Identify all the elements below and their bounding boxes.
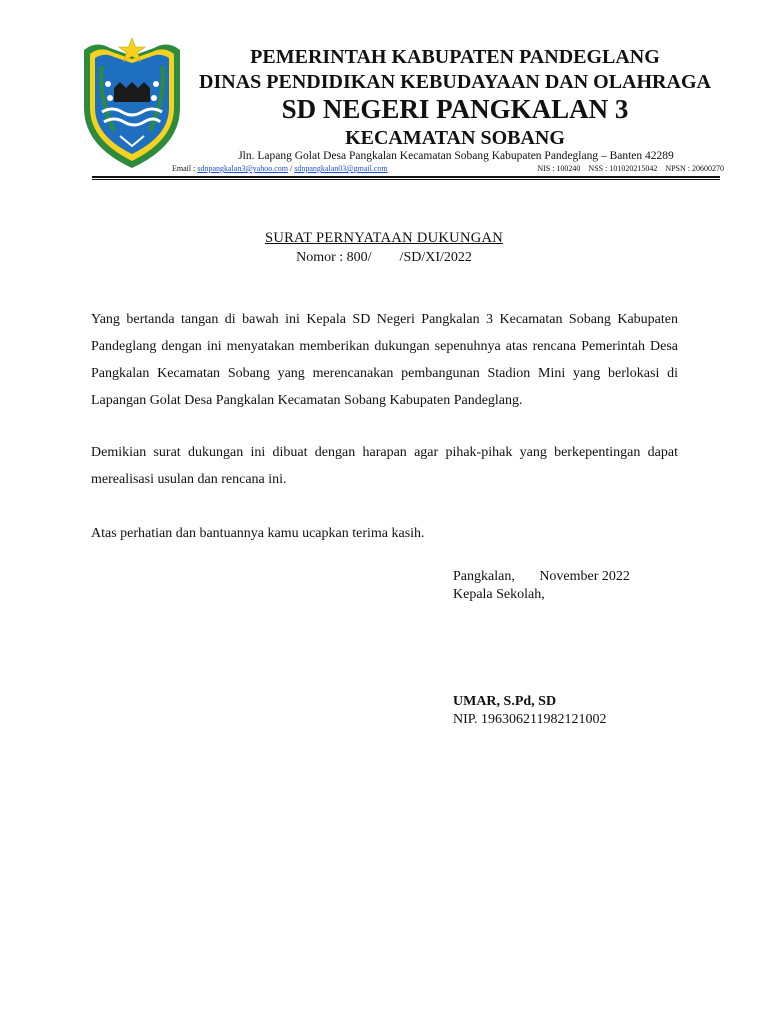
signature-place-date: Pangkalan, November 2022 <box>453 569 630 584</box>
email-link-gmail[interactable]: sdnpangkalan03@gmail.com <box>294 164 388 173</box>
letter-title <box>0 230 768 247</box>
header-divider-thin <box>92 179 720 180</box>
header-district: KECAMATAN SOBANG <box>345 127 565 149</box>
signature-name: UMAR, S.Pd, SD <box>453 694 557 709</box>
header-address: Jln. Lapang Golat Desa Pangkalan Kecamatan Sobang Kabupaten Pandeglang – Banten 42289 <box>238 150 674 162</box>
body-paragraph-2: Demikian surat dukungan ini dibuat dengan harapan agar pihak-pihak yang berkepentingan dapat merealisasi usulan dan rencana ini. <box>91 445 678 487</box>
body-paragraph-1: Yang bertanda tangan di bawah ini Kepala SD Negeri Pangkalan 3 Kecamatan Sobang Kabupaten Pandeglang dengan ini menyatakan memberikan dukungan sepenuhnya atas rencana Pemerintah Desa Pangkalan Kecamatan Sobang yang merencanakan pembangunan Stadion Mini yang berlokasi di Lapangan Golat Desa Pangkalan Kecamatan Sobang Kabupaten Pandeglang. <box>91 312 678 408</box>
header-department: DINAS PENDIDIKAN KEBUDAYAAN DAN OLAHRAGA <box>199 71 711 93</box>
email-link-yahoo[interactable]: sdnpangkalan3@yahoo.com <box>197 164 289 173</box>
header-divider-thick <box>92 176 720 178</box>
header-contact-row <box>172 164 724 176</box>
email-label: Email : <box>172 164 196 173</box>
emblem-icon <box>80 36 184 171</box>
contact-emails <box>172 164 388 173</box>
signature-position: Kepala Sekolah, <box>453 587 545 602</box>
school-ids: NIS : 100240 NSS : 101020215042 NPSN : 20600270 <box>537 164 724 173</box>
email-separator: / <box>290 164 293 173</box>
letter-number: Nomor : 800/ /SD/XI/2022 <box>296 250 472 265</box>
body-paragraph-3: Atas perhatian dan bantuannya kamu ucapkan terima kasih. <box>91 526 425 541</box>
letter-title-text: SURAT PERNYATAAN DUKUNGAN <box>264 230 504 246</box>
header-government: PEMERINTAH KABUPATEN PANDEGLANG <box>250 46 660 68</box>
header-school-name: SD NEGERI PANGKALAN 3 <box>281 94 629 124</box>
signature-nip: NIP. 196306211982121002 <box>453 712 607 727</box>
regency-emblem-logo <box>80 36 184 171</box>
